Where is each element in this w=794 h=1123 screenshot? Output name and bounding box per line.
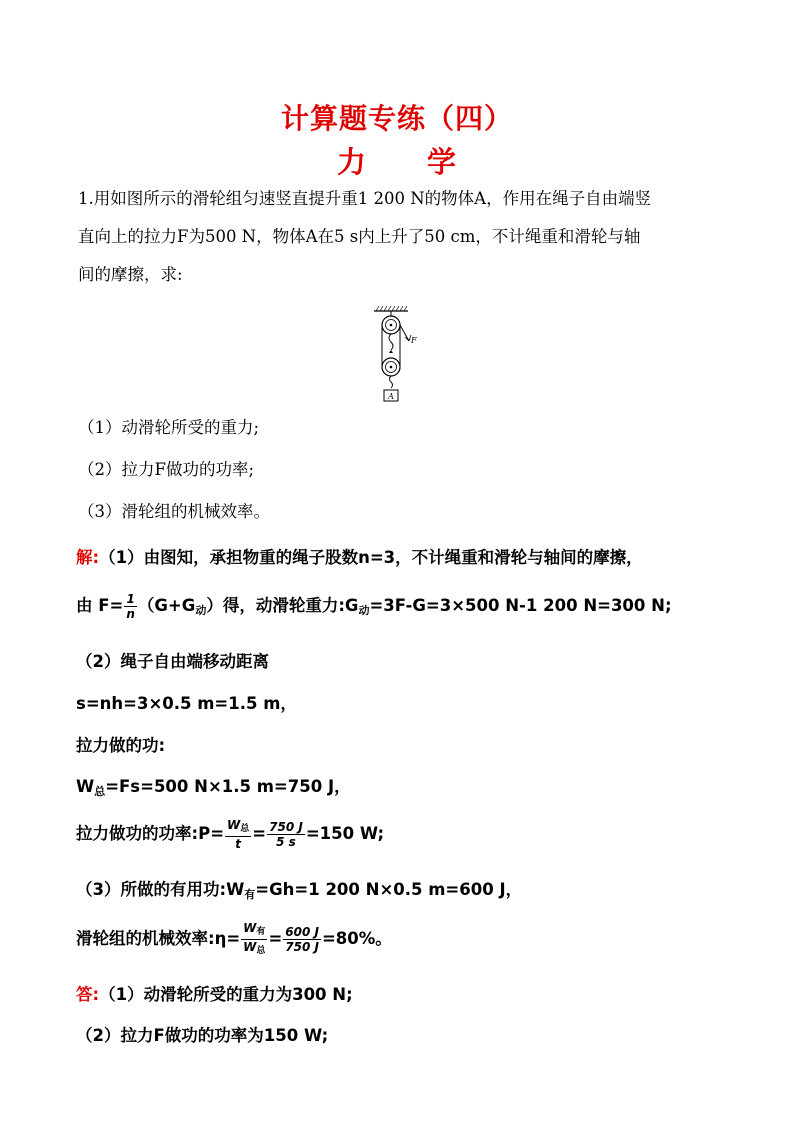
block-label: A	[388, 392, 394, 401]
answer-label: 答:	[76, 985, 100, 1004]
answer-line-1: 答:（1）动滑轮所受的重力为300 N;	[76, 985, 353, 1004]
solution-line-3: （2）绳子自由端移动距离	[76, 652, 269, 671]
solution-line-2: 由 F= $\frac{1}{n}$ $(G+G_动)$得，动滑轮重力$:G_动=3F-G=3\times 500$ N-1 200 N=300 N;	[76, 592, 672, 621]
solution-line-4: s=nh=3×0.5 m=1.5 m，	[76, 694, 297, 713]
solution-line-5: 拉力做的功:	[76, 736, 166, 755]
question-1: （1）动滑轮所受的重力;	[78, 418, 260, 437]
fraction-one-over-n: $\frac{1}{n}$	[126, 592, 135, 621]
fraction-600-over-750: $\frac{600 J}{750 J}$	[285, 925, 319, 954]
solution-line-6: $W_总=Fs=500$ N×1.5 m=750 J，	[76, 777, 351, 798]
solution-line-1: 解:（1）由图知，承担物重的绳子股数n=3，不计绳重和滑轮与轴间的摩擦，	[76, 548, 643, 567]
answer-line-2: （2）拉力F做功的功率为150 W;	[76, 1026, 329, 1045]
problem-line-2: 直向上的拉力F为500 N，物体A在5 s内上升了50 cm，不计绳重和滑轮与轴	[78, 227, 641, 246]
subject-heading: 力 学	[336, 145, 457, 179]
fraction-efficiency: $\frac{W_有}{W_总}$	[243, 921, 266, 956]
solution-line-8: （3）所做的有用功$:W_有=Gh=1$ 200 N×0.5 m=600 J，	[76, 880, 523, 901]
worksheet-title: 计算题专练（四）	[280, 102, 513, 135]
question-3: （3）滑轮组的机械效率。	[78, 502, 270, 521]
question-2: （2）拉力F做功的功率;	[78, 460, 255, 479]
force-label: F	[411, 336, 417, 345]
solution-line-9: 滑轮组的机械效率:η= $\frac{W_有}{W_总}$ = $\frac{600 J}{750 J}$ =80%。	[76, 921, 392, 956]
fraction-w-over-t: $\frac{W_总}{t}$	[227, 818, 250, 851]
problem-statement	[78, 183, 728, 290]
fraction-750-over-5: $\frac{750 J}{5 s}$	[269, 820, 303, 849]
problem-line-1: 1.用如图所示的滑轮组匀速竖直提升重1 200 N的物体A，作用在绳子自由端竖	[78, 189, 652, 208]
problem-line-3: 间的摩擦，求:	[78, 265, 183, 284]
pulley-diagram	[370, 305, 430, 405]
solution-line-7: 拉力做功的功率:P= $\frac{W_总}{t}$ = $\frac{750 J}{5 s}$ =150 W;	[76, 818, 385, 851]
solution-label: 解:	[76, 548, 100, 567]
